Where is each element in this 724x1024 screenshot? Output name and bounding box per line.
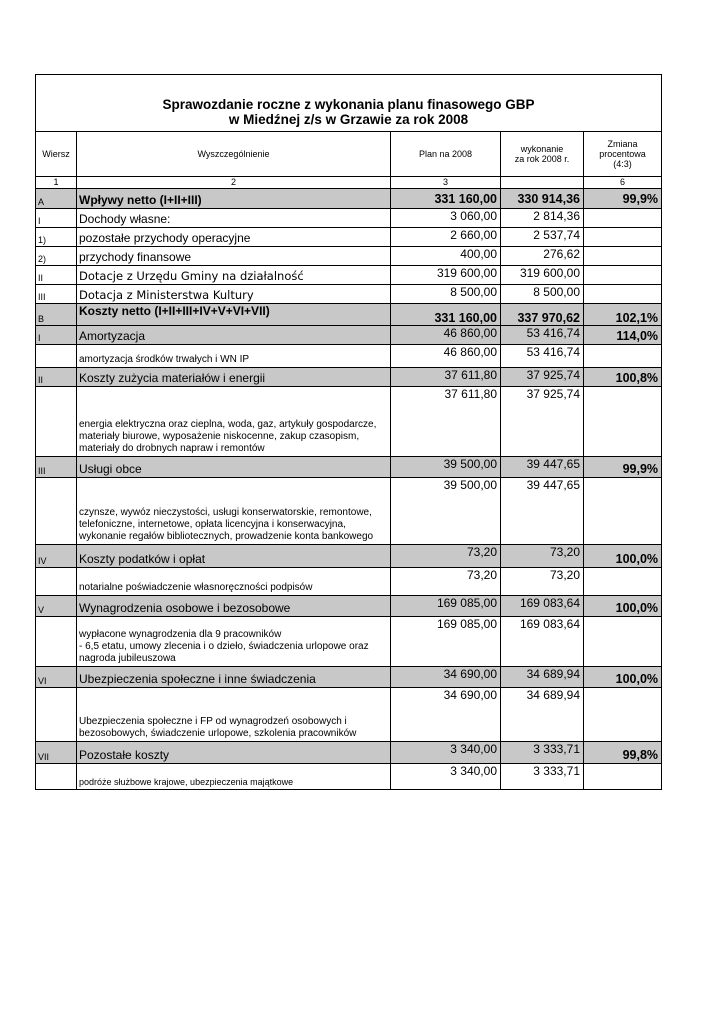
row-pct	[584, 387, 662, 457]
row-plan: 37 611,80	[391, 368, 501, 387]
row-exec: 34 689,94	[501, 667, 584, 688]
col-number-3: 3	[391, 177, 501, 189]
row-pct: 99,8%	[584, 742, 662, 764]
row-label: Dotacje z Urzędu Gminy na działalność	[77, 266, 391, 285]
row-label: Wynagrodzenia osobowe i bezosobowe	[77, 596, 391, 617]
table-row	[36, 742, 662, 764]
col-number-6: 6	[584, 177, 662, 189]
row-pct	[584, 764, 662, 790]
row-pct: 100,8%	[584, 368, 662, 387]
row-plan: 331 160,00	[391, 189, 501, 209]
row-pct	[584, 209, 662, 228]
row-plan: 331 160,00	[391, 304, 501, 326]
row-pct	[584, 228, 662, 247]
row-code: VI	[36, 667, 77, 688]
row-code	[36, 764, 77, 790]
row-label: wypłacone wynagrodzenia dla 9 pracowników - 6,5 etatu, umowy zlecenia i o dzieło, świadczenia urlopowe oraz nagroda jubileuszowa	[77, 617, 391, 667]
row-plan: 3 060,00	[391, 209, 501, 228]
row-exec: 319 600,00	[501, 266, 584, 285]
header-wyszczegolnienie: Wyszczególnienie	[77, 132, 391, 177]
row-label: Koszty podatków i opłat	[77, 545, 391, 568]
table-row	[36, 688, 662, 742]
row-code: 1)	[36, 228, 77, 247]
header-zmiana	[584, 132, 662, 177]
row-code: B	[36, 304, 77, 326]
row-pct	[584, 617, 662, 667]
row-exec: 73,20	[501, 568, 584, 596]
row-plan: 73,20	[391, 545, 501, 568]
row-plan: 34 690,00	[391, 688, 501, 742]
row-plan: 39 500,00	[391, 478, 501, 545]
row-label: Koszty netto (I+II+III+IV+V+VI+VII)	[77, 304, 391, 326]
row-label: Ubezpieczenia społeczne i inne świadczenia	[77, 667, 391, 688]
report-title	[36, 75, 662, 132]
row-pct	[584, 568, 662, 596]
row-exec: 2 537,74	[501, 228, 584, 247]
row-label: amortyzacja środków trwałych i WN IP	[77, 345, 391, 368]
title-line-2: w Miedźnej z/s w Grzawie za rok 2008	[228, 112, 469, 127]
row-label: czynsze, wywóz nieczystości, usługi konserwatorskie, remontowe, telefoniczne, internetowe, opłata licencyjna i konserwacyjna, wykonanie regałów bibliotecznych, prowadzenie konta bankowego	[77, 478, 391, 545]
table-row	[36, 457, 662, 478]
row-exec: 169 083,64	[501, 617, 584, 667]
row-exec: 3 333,71	[501, 764, 584, 790]
row-exec: 37 925,74	[501, 368, 584, 387]
header-wykonanie-line2: za rok 2008 r.	[514, 154, 570, 164]
row-plan: 400,00	[391, 247, 501, 266]
table-row	[36, 667, 662, 688]
table-row	[36, 617, 662, 667]
row-code: A	[36, 189, 77, 209]
table-row	[36, 209, 662, 228]
row-plan: 319 600,00	[391, 266, 501, 285]
row-code: I	[36, 209, 77, 228]
row-code	[36, 568, 77, 596]
row-code	[36, 345, 77, 368]
table-row	[36, 764, 662, 790]
row-label: Usługi obce	[77, 457, 391, 478]
row-pct: 100,0%	[584, 667, 662, 688]
header-zmiana-line1: Zmiana	[607, 139, 638, 149]
row-pct	[584, 285, 662, 304]
row-label: Pozostałe koszty	[77, 742, 391, 764]
table-row	[36, 478, 662, 545]
row-pct: 100,0%	[584, 596, 662, 617]
row-pct: 99,9%	[584, 189, 662, 209]
row-plan: 3 340,00	[391, 764, 501, 790]
row-label: podróże służbowe krajowe, ubezpieczenia majątkowe	[77, 764, 391, 790]
row-pct	[584, 266, 662, 285]
header-plan: Plan na 2008	[391, 132, 501, 177]
header-zmiana-line2: procentowa	[599, 149, 646, 159]
title-line-1: Sprawozdanie roczne z wykonania planu finasowego GBP	[162, 97, 535, 112]
table-row	[36, 387, 662, 457]
col-number-1: 1	[36, 177, 77, 189]
row-plan: 8 500,00	[391, 285, 501, 304]
row-plan: 169 085,00	[391, 617, 501, 667]
row-label: pozostałe przychody operacyjne	[77, 228, 391, 247]
row-code	[36, 688, 77, 742]
row-pct: 100,0%	[584, 545, 662, 568]
row-plan: 39 500,00	[391, 457, 501, 478]
row-exec: 169 083,64	[501, 596, 584, 617]
row-label: Dochody własne:	[77, 209, 391, 228]
row-plan: 46 860,00	[391, 326, 501, 345]
row-exec: 330 914,36	[501, 189, 584, 209]
row-plan: 3 340,00	[391, 742, 501, 764]
row-exec: 39 447,65	[501, 478, 584, 545]
table-row	[36, 189, 662, 209]
row-pct	[584, 247, 662, 266]
row-exec: 39 447,65	[501, 457, 584, 478]
row-label: Koszty zużycia materiałów i energii	[77, 368, 391, 387]
row-exec: 34 689,94	[501, 688, 584, 742]
col-number-2: 2	[77, 177, 391, 189]
row-plan: 34 690,00	[391, 667, 501, 688]
row-plan: 73,20	[391, 568, 501, 596]
row-exec: 37 925,74	[501, 387, 584, 457]
row-plan: 46 860,00	[391, 345, 501, 368]
row-exec: 53 416,74	[501, 326, 584, 345]
row-pct	[584, 478, 662, 545]
row-code	[36, 617, 77, 667]
table-row	[36, 345, 662, 368]
financial-report-table	[35, 74, 662, 790]
row-plan: 37 611,80	[391, 387, 501, 457]
table-row	[36, 247, 662, 266]
table-row	[36, 266, 662, 285]
table-row	[36, 568, 662, 596]
table-row	[36, 596, 662, 617]
header-wykonanie	[501, 132, 584, 177]
row-plan: 2 660,00	[391, 228, 501, 247]
table-row	[36, 228, 662, 247]
row-code: V	[36, 596, 77, 617]
table-row	[36, 545, 662, 568]
row-code: VII	[36, 742, 77, 764]
row-pct: 102,1%	[584, 304, 662, 326]
row-code: II	[36, 266, 77, 285]
row-label: Wpływy netto (I+II+III)	[77, 189, 391, 209]
row-pct	[584, 688, 662, 742]
header-wykonanie-line1: wykonanie	[520, 144, 564, 154]
row-exec: 337 970,62	[501, 304, 584, 326]
row-pct: 114,0%	[584, 326, 662, 345]
row-exec: 53 416,74	[501, 345, 584, 368]
row-label: notarialne poświadczenie własnoręczności podpisów	[77, 568, 391, 596]
row-label: Ubezpieczenia społeczne i FP od wynagrodzeń osobowych i bezosobowych, świadczenie urlopowe, szkolenia pracowników	[77, 688, 391, 742]
col-number-4	[501, 177, 584, 189]
row-code	[36, 478, 77, 545]
row-code: 2)	[36, 247, 77, 266]
row-label: Dotacja z Ministerstwa Kultury	[77, 285, 391, 304]
row-exec: 276,62	[501, 247, 584, 266]
row-exec: 3 333,71	[501, 742, 584, 764]
row-label: Amortyzacja	[77, 326, 391, 345]
table-row	[36, 285, 662, 304]
row-code: III	[36, 285, 77, 304]
header-wiersz: Wiersz	[36, 132, 77, 177]
row-code: IV	[36, 545, 77, 568]
table-row	[36, 368, 662, 387]
row-pct: 99,9%	[584, 457, 662, 478]
row-pct	[584, 345, 662, 368]
row-exec: 8 500,00	[501, 285, 584, 304]
row-label: energia elektryczna oraz cieplna, woda, gaz, artykuły gospodarcze, materiały biurowe, wyposażenie niskocenne, zakup czasopism, materiały do drobnych napraw i remontów	[77, 387, 391, 457]
table-row	[36, 304, 662, 326]
row-plan: 169 085,00	[391, 596, 501, 617]
row-code: II	[36, 368, 77, 387]
row-exec: 2 814,36	[501, 209, 584, 228]
row-exec: 73,20	[501, 545, 584, 568]
header-zmiana-line3: (4:3)	[613, 159, 632, 169]
row-label: przychody finansowe	[77, 247, 391, 266]
row-code: I	[36, 326, 77, 345]
row-code: III	[36, 457, 77, 478]
table-row	[36, 326, 662, 345]
row-code	[36, 387, 77, 457]
